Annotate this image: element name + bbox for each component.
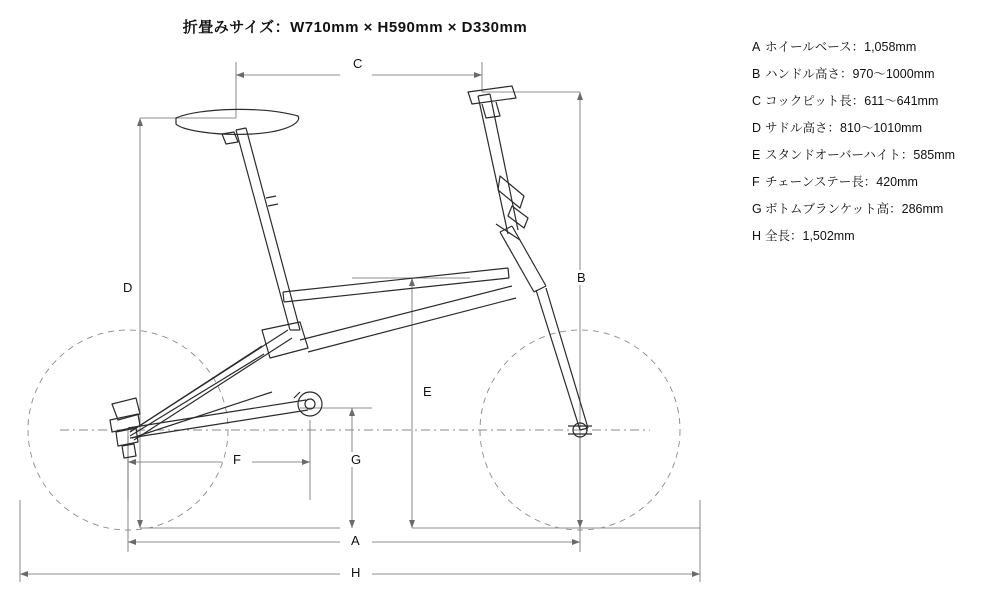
legend-text: ハンドル高さ：970〜1000mm [765, 67, 935, 81]
legend-key: F [752, 175, 760, 189]
legend-text: 全長：1,502mm [765, 229, 855, 243]
legend-item [752, 34, 996, 61]
legend-text: スタンドオーバーハイト：585mm [765, 148, 956, 162]
legend-key: G [752, 202, 762, 216]
legend-text: サドル高さ：810〜1010mm [765, 121, 922, 135]
specification-legend [752, 34, 996, 250]
dimension-label-f: F [229, 452, 245, 467]
legend-item [752, 223, 996, 250]
legend-key: A [752, 40, 761, 54]
legend-item [752, 88, 996, 115]
legend-key: D [752, 121, 762, 135]
legend-text: チェーンステー長：420mm [765, 175, 918, 189]
legend-item [752, 169, 996, 196]
legend-item [752, 196, 996, 223]
dimension-lines [20, 62, 700, 582]
dimension-label-a: A [347, 533, 364, 548]
dimension-label-g: G [347, 452, 365, 467]
legend-text: ホイールベース：1,058mm [765, 40, 917, 54]
legend-key: E [752, 148, 761, 162]
legend-key: C [752, 94, 762, 108]
legend-item [752, 61, 996, 88]
frame-outline [110, 86, 592, 458]
dimension-label-e: E [419, 384, 436, 399]
legend-key: B [752, 67, 761, 81]
legend-item [752, 142, 996, 169]
legend-text: ボトムブランケット高：286mm [765, 202, 944, 216]
dimension-label-d: D [119, 280, 136, 295]
legend-item [752, 115, 996, 142]
dimension-label-h: H [347, 565, 364, 580]
legend-text: コックピット長：611〜641mm [765, 94, 939, 108]
legend-key: H [752, 229, 762, 243]
dimension-label-c: C [349, 56, 366, 71]
page-title: 折畳みサイズ：W710mm × H590mm × D330mm [182, 19, 528, 36]
dimension-label-b: B [573, 270, 590, 285]
